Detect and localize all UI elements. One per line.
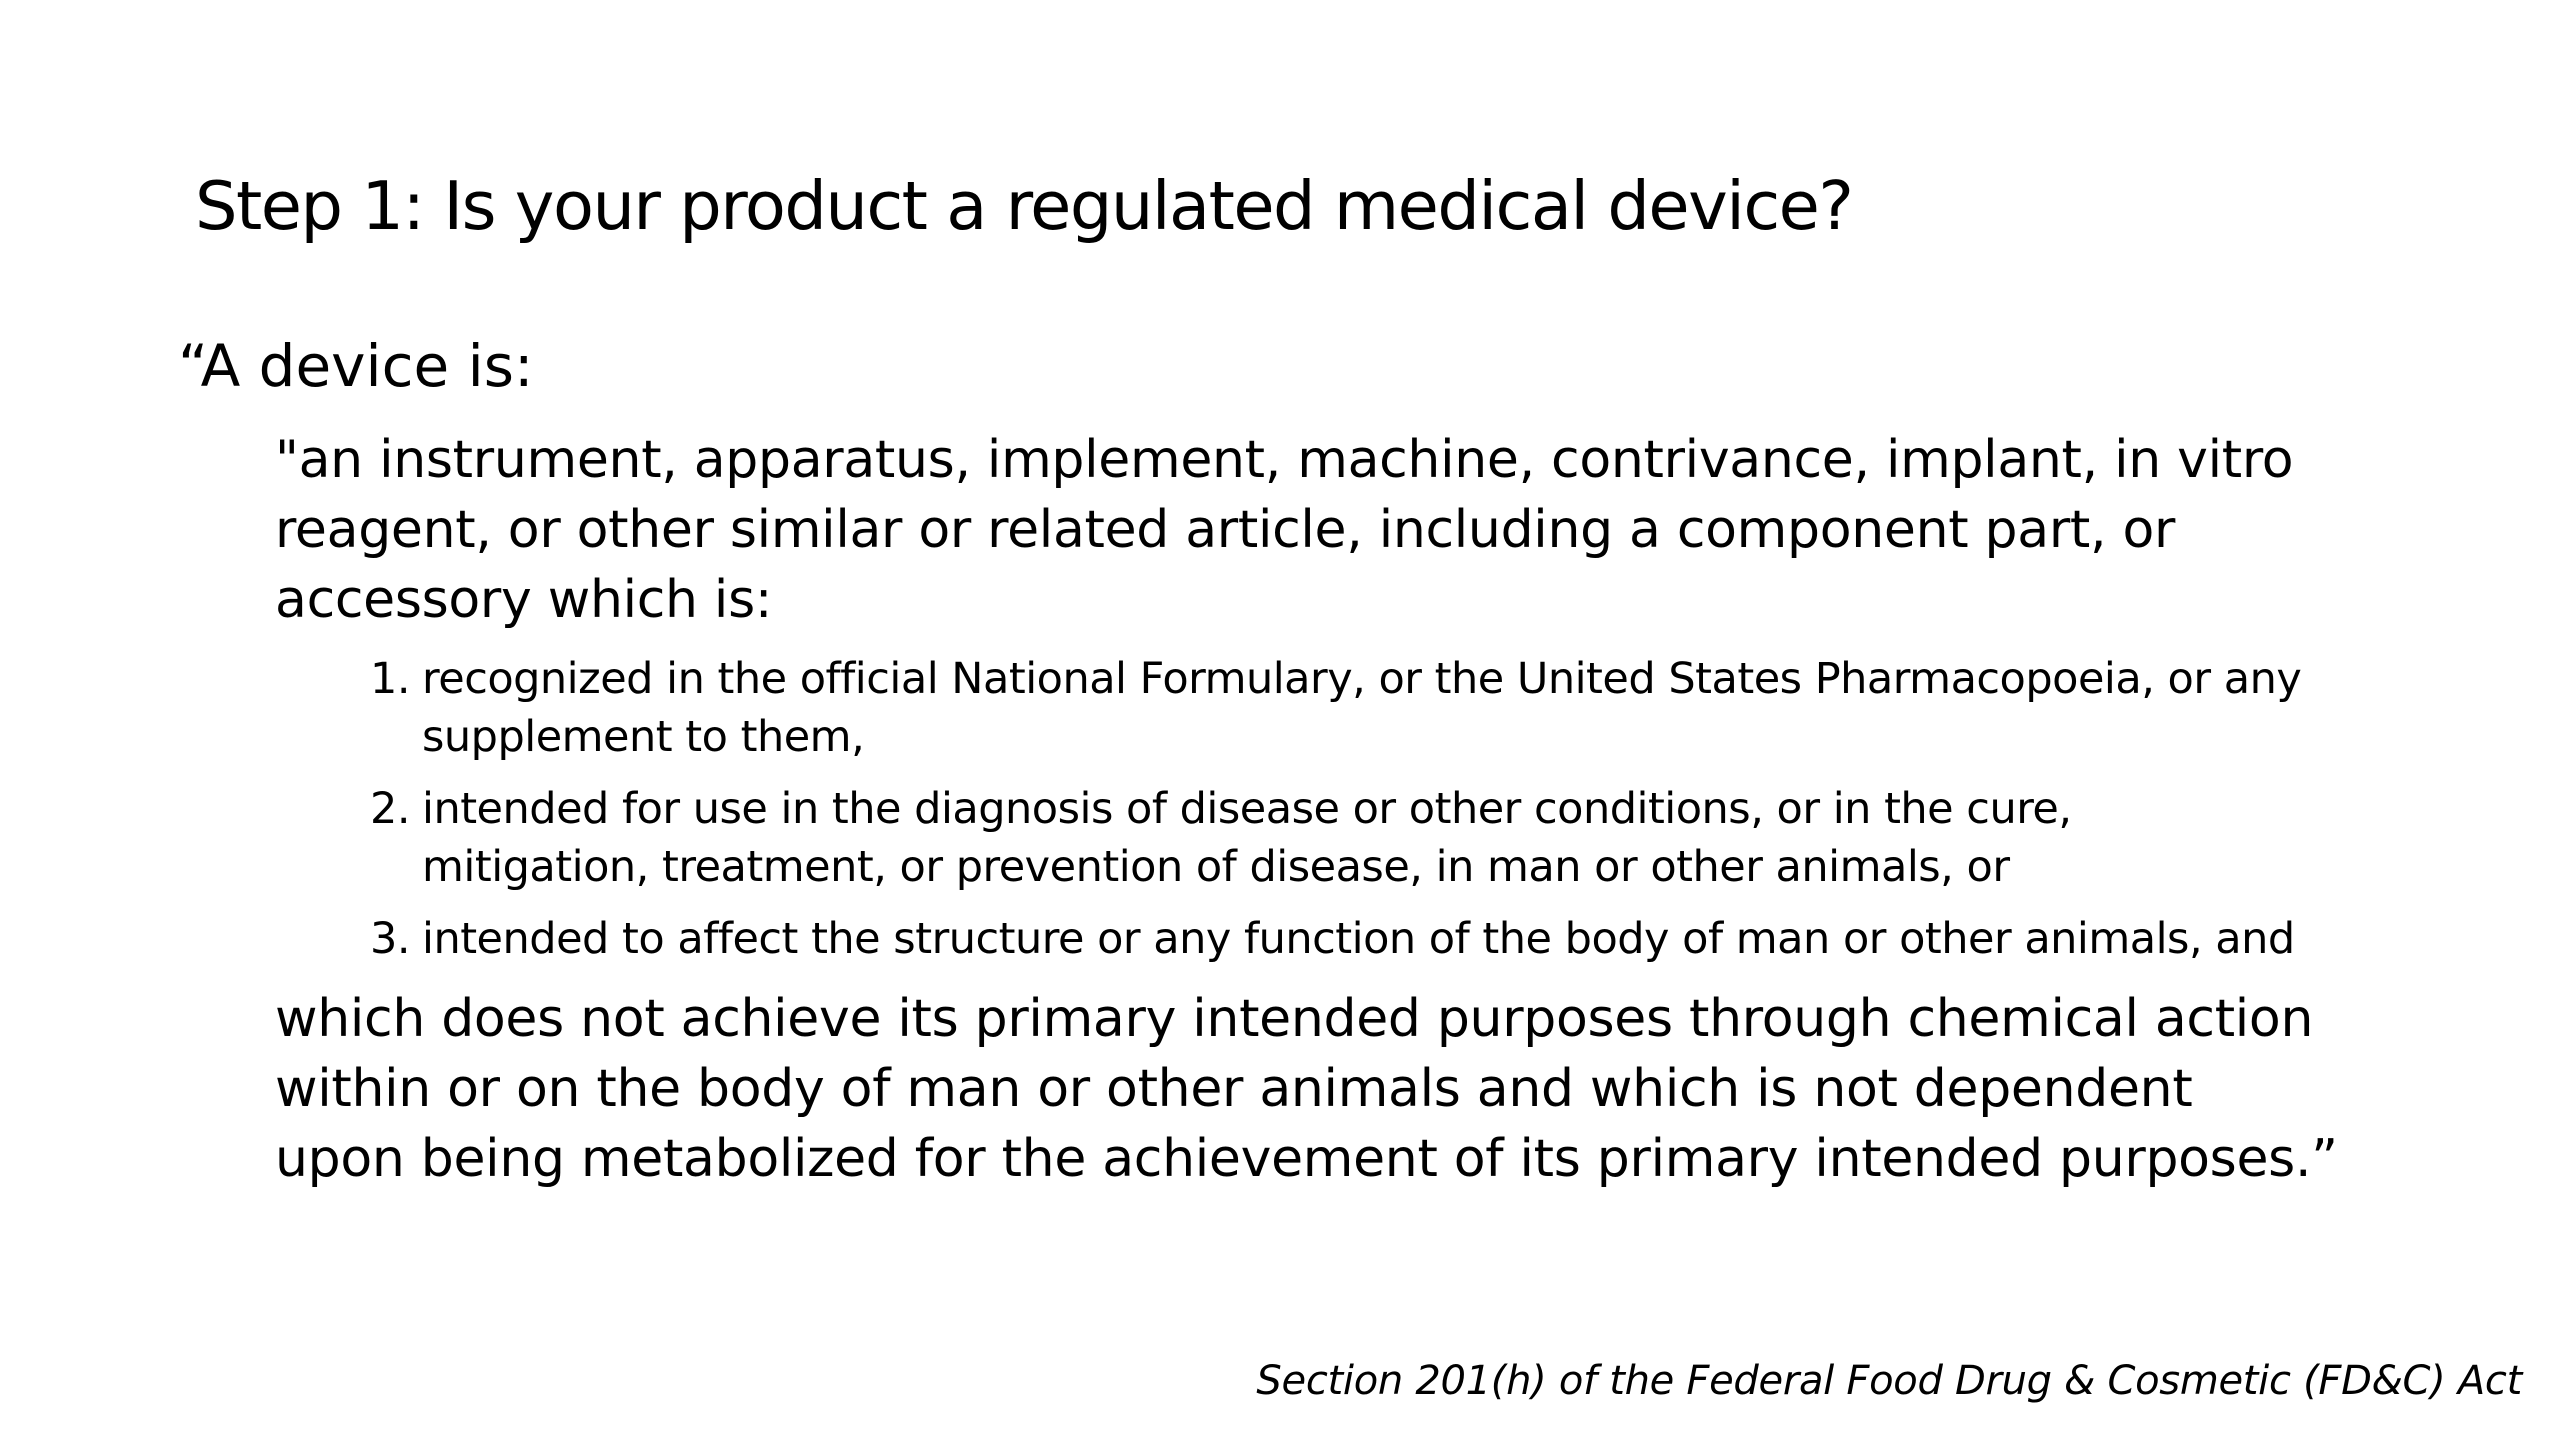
- criteria-line: intended to affect the structure or any function of the body of man or other animals, and: [422, 914, 2295, 964]
- criteria-line: recognized in the official National Formulary, or the United States Pharmacopoeia, or any: [422, 654, 2302, 704]
- closing-line: which does not achieve its primary intended purposes through chemical action: [275, 989, 2314, 1049]
- definition-line: "an instrument, apparatus, implement, machine, contrivance, implant, in vitro: [275, 430, 2294, 490]
- closing-clause: [275, 984, 2475, 1194]
- criteria-list: [370, 650, 2410, 968]
- criteria-number: 1.: [370, 654, 411, 704]
- criteria-item: [370, 650, 2410, 766]
- criteria-number: 2.: [370, 784, 411, 834]
- criteria-item: [370, 780, 2410, 896]
- criteria-line: supplement to them,: [422, 712, 865, 762]
- slide-title: Step 1: Is your product a regulated medical device?: [195, 167, 1853, 245]
- criteria-line: mitigation, treatment, or prevention of disease, in man or other animals, or: [422, 842, 2010, 892]
- criteria-item: [370, 910, 2410, 968]
- definition-line: accessory which is:: [275, 570, 773, 630]
- closing-line: upon being metabolized for the achievement of its primary intended purposes.”: [275, 1129, 2338, 1189]
- definition-line: reagent, or other similar or related article, including a component part, or: [275, 500, 2176, 560]
- device-definition: [275, 425, 2425, 635]
- closing-line: within or on the body of man or other animals and which is not dependent: [275, 1059, 2193, 1119]
- definition-lead: “A device is:: [178, 332, 534, 400]
- criteria-number: 3.: [370, 914, 411, 964]
- criteria-line: intended for use in the diagnosis of disease or other conditions, or in the cure,: [422, 784, 2072, 834]
- source-citation: Section 201(h) of the Federal Food Drug & Cosmetic (FD&C) Act: [1256, 1358, 2522, 1404]
